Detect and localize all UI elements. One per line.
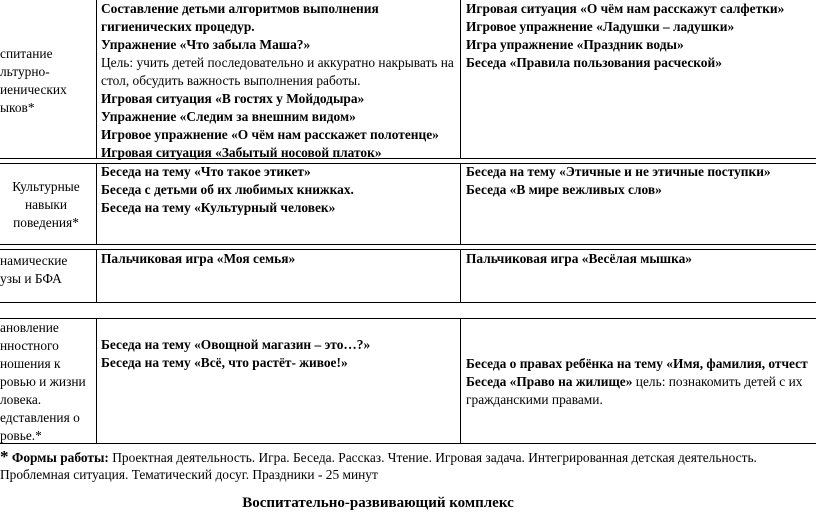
text-line: Игровая ситуация «Забытый носовой платок» <box>101 145 382 160</box>
col2-border <box>460 0 461 158</box>
text-line: Беседа на тему «Овощной магазин – это…?» <box>101 337 371 352</box>
col2-border-r2 <box>460 163 461 244</box>
text-line: Игровая ситуация «О чём нам расскажут салфетки» <box>466 1 785 16</box>
col1-border-r4 <box>96 318 97 443</box>
row2-middle-cell <box>101 163 354 217</box>
row4-top-border <box>0 318 816 319</box>
row1-middle-cell <box>101 0 454 162</box>
row3-right-cell <box>466 250 692 268</box>
text-line: Игра упражнение «Праздник воды» <box>466 37 684 52</box>
text-line: Пальчиковая игра «Моя семья» <box>101 251 296 266</box>
text-line: Цель: учить детей последовательно и аккуратно накрывать на <box>101 55 454 70</box>
row1-category: спитание льтурно- иенических ыков* <box>0 46 67 115</box>
text-line: Пальчиковая игра «Весёлая мышка» <box>466 251 692 266</box>
row4-bottom-border <box>0 443 816 444</box>
footer-forms-line <box>0 448 757 467</box>
col2-border-r4 <box>460 318 461 443</box>
row4-right-cell <box>466 355 816 409</box>
next-section-title: Воспитательно-развивающий комплекс <box>242 495 514 511</box>
col1-border-r3 <box>96 249 97 302</box>
text-line: Беседа «В мире вежливых слов» <box>466 182 662 197</box>
text-line: Упражнение «Что забыла Маша?» <box>101 37 311 52</box>
text-line: Составление детьми алгоритмов выполнения <box>101 1 379 16</box>
bold-text: Беседа «Право на жилище» <box>466 374 633 389</box>
row2-category: Культурные навыки поведения* <box>12 179 80 230</box>
footer-label: Формы работы: <box>8 450 109 465</box>
row3-category: намические узы и БФА <box>0 253 68 286</box>
text-line: Беседа на тему «Всё, что растёт- живое!» <box>101 355 348 370</box>
text-line: Беседа о правах ребёнка на тему «Имя, фамилия, отчест <box>466 356 808 371</box>
footer-second-line <box>0 466 378 484</box>
col1-border <box>96 0 97 158</box>
text-line: Беседа «Правила пользования расческой» <box>466 55 722 70</box>
row3-bottom-border <box>0 302 816 303</box>
row3-middle-cell <box>101 250 295 268</box>
text-line: Беседа на тему «Культурный человек» <box>101 200 336 215</box>
col1-border-r2 <box>96 163 97 244</box>
row2-right-cell <box>466 163 771 199</box>
plain-text: цель: познакомить детей с их <box>632 374 803 389</box>
row4-category: ановление нностного ношения к ровью и жизни ловека. едставления о ровье.* <box>0 320 86 443</box>
text-line: Игровая ситуация «В гостях у Мойдодыра» <box>101 91 365 106</box>
text-line: Игровое упражнение «Ладушки – ладушки» <box>466 19 735 34</box>
text-line: Беседа с детьми об их любимых книжках. <box>101 182 354 197</box>
text-line <box>466 373 816 391</box>
row1-right-cell <box>466 0 784 72</box>
text-line: Игровое упражнение «О чём нам расскажет полотенце» <box>101 127 439 142</box>
col2-border-r3 <box>460 249 461 302</box>
text-line: стол, обсудить важность выполнения работы. <box>101 73 361 88</box>
row4-middle-cell <box>101 336 370 372</box>
text-line: гражданскими правами. <box>466 392 603 407</box>
text-line: Беседа на тему «Этичные и не этичные поступки» <box>466 164 771 179</box>
text-line: гигиенических процедур. <box>101 19 255 34</box>
text-line: Беседа на тему «Что такое этикет» <box>101 164 311 179</box>
row2-bottom-border <box>0 244 816 245</box>
text-line: Упражнение «Следим за внешним видом» <box>101 109 356 124</box>
footer-text: Проектная деятельность. Игра. Беседа. Рассказ. Чтение. Игровая задача. Интегрированная детская деятельность. <box>108 450 757 465</box>
footer-star: * <box>0 447 9 466</box>
footer-text-2: Проблемная ситуация. Тематический досуг. Праздники - 25 минут <box>0 467 378 482</box>
